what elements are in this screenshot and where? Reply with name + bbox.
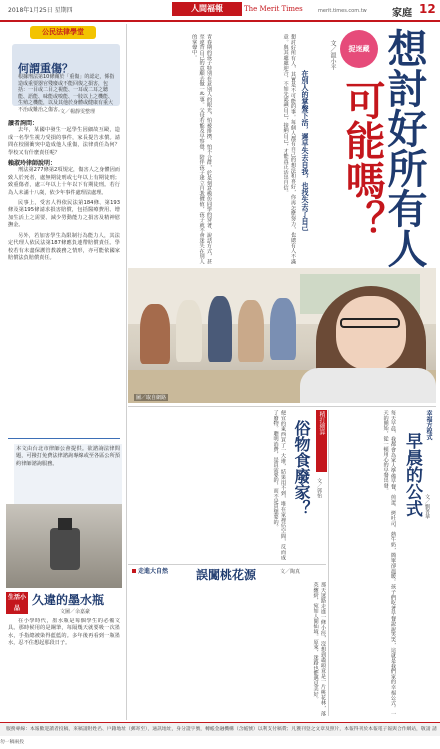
section-divider [128, 406, 436, 407]
student-figure [176, 300, 202, 362]
ink-article-body [8, 618, 120, 718]
footer-text: 服務專線：本報歡迎讀者投稿，來稿請附姓名、戶籍地址（郵寄至），通訊地址，身分證字號，轉帳金融機構（含帳號）以利支付稿費；凡獲刊登之文章及照片，本報得刊於本報電子報與合作網站，敬請 請勿一稿兩投 [0, 727, 437, 745]
bottle-cap-image [58, 518, 72, 530]
main-byline: 文／溫小平 [329, 40, 336, 70]
column-divider [328, 410, 329, 716]
main-headline: 想討好所有人 [381, 28, 428, 268]
bottom-article-title: 誤闖桃花源 [196, 568, 257, 582]
student-figure [238, 300, 264, 362]
question-author: 文／楊靜雯整理 [60, 109, 96, 115]
life-tag: 生活小品 [7, 594, 26, 612]
bottom-article-body [130, 582, 326, 716]
main-paragraph: 青春期的孩子特別在意別人的眼光，怕被排擠、怕不合群，於是刻意模仿同學的穿著、說話方式，甚至違背自己的意願去做一些事。父母若能及早察覺，陪伴孩子建立自我價值，孩子就不會迷失在別人的掌聲中。 [191, 34, 212, 264]
student-figure [140, 304, 170, 364]
mid-article-body [130, 410, 286, 560]
bottom-article-tag: 走進大自然 [138, 568, 169, 575]
main-girl-face [336, 296, 406, 370]
main-article-col2 [130, 34, 212, 264]
right-article-tag: 幸福方程式 [425, 410, 432, 440]
bullet-square [132, 569, 136, 573]
section-name: 家庭 [392, 8, 412, 19]
main-paragraph: 想討好所有人，其實是不可能的事。每個人都有自己的想法和喜好，你再怎麼努力，也總有人不滿意。與其處處迎合，不如先認識自己，接納自己，才能真正活出自信。 [282, 34, 296, 264]
main-girl-shirt [300, 368, 436, 403]
main-headline-red: 可能嗎？ [339, 80, 386, 240]
ink-paragraph: 在小學時代，墨水瓶是每個學生的必備文具。那時候用的是鋼筆，每隔幾天就要吸一次墨水，手指總被染得藍藍的。多年後再看到一瓶墨水，忍不住想起那段日子。 [8, 618, 120, 647]
ink-bottle-photo [6, 504, 122, 588]
legal-paragraph: 刑法第277條第2項規定，傷害人之身體因而致人於死者，處無期徒刑或七年以上有期徒刑；致重傷者，處三年以上十年以下有期徒刑。若行為人未滿十八歲，依少年事件處理法處理。 [8, 167, 120, 196]
column-divider [126, 24, 127, 720]
right-article-title: 早晨的公式 [402, 432, 422, 517]
legal-column-badge: 公民法律學堂 [30, 26, 96, 39]
right-article-byline: 文／劉菁華 [424, 494, 430, 519]
glasses-image [340, 318, 400, 328]
section-divider [8, 438, 120, 439]
legal-paragraph: 去年，某國中發生一起學生因細故互毆，造成一名學生視力受損的事件，家長提告求償。請問在校園衝突中造成他人重傷，法律責任為何？學校又有什麼責任呢？ [8, 127, 120, 156]
newspaper-logo: 人間福報 [172, 2, 242, 16]
mid-article-tag: 精打細算 [316, 410, 327, 472]
lawyer-answer-heading: 賴淑玲律師說明： [8, 160, 57, 168]
bottom-paragraph: 那天迷路走進一條小徑，沒想到盡頭竟是一片桃花林，落英繽紛，宛如人間仙境。原來，迷路也能遇見美好。 [312, 582, 326, 716]
issue-date: 2018年1月25日 星期四 [8, 7, 73, 14]
legal-paragraph: 民事上，受害人得依民法第184條、第193條及第195條請求損害賠償，包括醫療費用、增加生活上之需要、減少勞動能力之損害及精神慰撫金。 [8, 200, 120, 229]
page-number: 12 [419, 2, 436, 16]
section-divider [128, 564, 326, 565]
legal-article [8, 120, 120, 436]
mid-paragraph: 便宜的東西買了一大堆，結果用不到，堆在家裡佔空間，反而成了廢物。聰明消費，是買需要的，而不是買想要的。 [272, 410, 286, 560]
reader-question-heading: 讀者詢問： [8, 120, 39, 127]
bottom-article-byline: 文／陶真 [280, 569, 301, 575]
page-footer [0, 722, 440, 745]
student-figure [208, 296, 232, 362]
mid-article-byline: 文／郭怡 [316, 478, 322, 498]
photo-caption: 圖／取自網路 [136, 395, 167, 401]
ink-article-author: 文圖／余嘉豪 [60, 609, 91, 615]
student-figure [270, 298, 296, 360]
newspaper-logo-en: The Merit Times [244, 5, 303, 13]
info-box: 本文由台北市律師公會提供。欲諮詢法律問題，可撥打免費法律諮詢專線或至各區公所預約律師諮詢服務。 [14, 444, 122, 504]
right-paragraph: 每天早晨，我都會為家人準備早餐，煎蛋、烤吐司、熱牛奶，簡單卻溫暖。孩子們吃著早餐說說笑笑，這就是我們家的幸福公式。一天的開始，從一頓用心的早餐出發。 [382, 410, 396, 716]
question-body: 根據刑法第10條關於「重傷」的認定，係指造成重要器官殘廢或不能回復之損害，包括：一目或二目之視能、一耳或二耳之聽能、語能、味能或嗅能、一肢以上之機能、生殖之機能，以及其他於身體或健康有重大不治或難治之傷害。 [18, 74, 115, 113]
legal-paragraph: 另外，若加害學生為限制行為能力人，其法定代理人依民法第187條應負連帶賠償責任。學校若有未盡保護管教義務之情形，亦可能依國家賠償法負賠償責任。 [8, 232, 120, 261]
newspaper-url: merit.times.com.tw [318, 8, 367, 14]
mid-article-title: 俗物食廢家？ [292, 420, 311, 516]
main-subhead: 在別人的掌聲下活，遲早失去自我，也找失去了自己 [301, 70, 310, 231]
section-tag-bubble: 捉迷藏 [340, 30, 378, 68]
main-article-col1 [214, 34, 296, 264]
question-title: 何謂重傷？ [18, 62, 73, 75]
ink-article-title: 久違的墨水瓶 [32, 593, 105, 607]
right-article-body [332, 410, 396, 716]
ink-bottle-image [50, 528, 80, 570]
